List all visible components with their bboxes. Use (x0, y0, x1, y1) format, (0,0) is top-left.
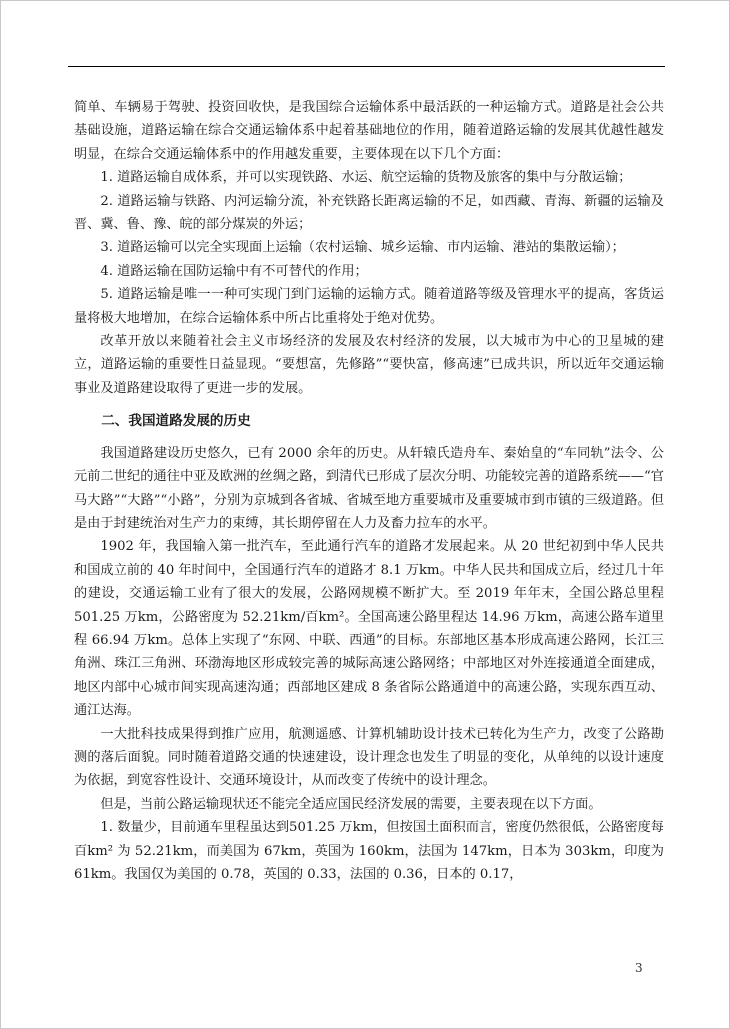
section-heading: 二、我国道路发展的历史 (101, 413, 251, 430)
header-rule (68, 66, 665, 67)
paragraph: 但是，当前公路运输现状还不能完全适应国民经济发展的需要，主要表现在以下方面。 (100, 796, 602, 812)
list-item: 1. 数量少，目前通车里程虽达到501.25 万km，但按国土面积而言，密度仍然很低，公路密度每百km² 为 52.21km，而美国为 67km，英国为 160km，法国为 147km，日本为 303km，印度为 61km。我国仅为美国的 0.78，英国的 0.33，法国的 0.36，日本的 0.17， (74, 820, 664, 882)
list-item: 1. 道路运输自成体系，并可以实现铁路、水运、航空运输的货物及旅客的集中与分散运输； (100, 170, 632, 186)
list-item: 2. 道路运输与铁路、内河运输分流，补充铁路长距离运输的不足，如西藏、青海、新疆的运输及晋、冀、鲁、豫、皖的部分煤炭的外运； (74, 193, 664, 233)
list-item: 4. 道路运输在国防运输中有不可替代的作用； (100, 263, 368, 279)
paragraph: 改革开放以来随着社会主义市场经济的发展及农村经济的发展，以大城市为中心的卫星城的建立，道路运输的重要性日益显现。“要想富，先修路”“要快富，修高速”已成共识，所以近年交通运输事业及道路建设取得了更进一步的发展。 (74, 334, 664, 396)
paragraph: 简单、车辆易于驾驶、投资回收快，是我国综合运输体系中最活跃的一种运输方式。道路是社会公共基础设施，道路运输在综合交通运输体系中起着基础地位的作用，随着道路运输的发展其优越性越发明显，在综合交通运输体系中的作用越发重要，主要体现在以下几个方面： (74, 100, 664, 162)
paragraph: 1902 年，我国输入第一批汽车，至此通行汽车的道路才发展起来。从 20 世纪初到中华人民共和国成立前的 40 年时间中，全国通行汽车的道路才 8.1 万km。中华人民共和国成立后，经过几十年的建设，交通运输工业有了很大的发展，公路网规模不断扩大。至 2019 年年末，全国公路总里程 501.25 万km，公路密度为 52.21km/百km²。全国高速公路里程达 14.96 万km，高速公路车道里程 66.94 万km。总体上实现了“东网、中联、西通”的目标。东部地区基本形成高速公路网，长江三角洲、珠江三角洲、环渤海地区形成较完善的城际高速公路网络；中部地区对外连接通道全面建成，地区内部中心城市间实现高速沟通；西部地区建成 8 条省际公路通道中的高速公路，实现东西互动、通江达海。 (74, 539, 664, 719)
list-item: 5. 道路运输是唯一一种可实现门到门运输的运输方式。随着道路等级及管理水平的提高，客货运量将极大地增加，在综合运输体系中所占比重将处于绝对优势。 (74, 287, 664, 326)
page-content (74, 96, 664, 886)
paragraph: 我国道路建设历史悠久，已有 2000 余年的历史。从轩辕氏造舟车、秦始皇的“车同轨”法令、公元前二世纪的通往中亚及欧洲的丝绸之路，到清代已形成了层次分明、功能较完善的道路系统——“官马大路”“大路”“小路”，分别为京城到各省城、省城至地方重要城市及重要城市到市镇的三级道路。但是由于封建统治对生产力的束缚，其长期停留在人力及畜力拉车的水平。 (74, 445, 664, 531)
page-number: 3 (635, 961, 643, 975)
paragraph: 一大批科技成果得到推广应用，航测遥感、计算机辅助设计技术已转化为生产力，改变了公路勘测的落后面貌。同时随着道路交通的快速建设，设计理念也发生了明显的变化，从单纯的以设计速度为依据，到宽容性设计、交通环境设计，从而改变了传统中的设计理念。 (74, 726, 664, 789)
list-item: 3. 道路运输可以完全实现面上运输（农村运输、城乡运输、市内运输、港站的集散运输）； (100, 240, 625, 256)
